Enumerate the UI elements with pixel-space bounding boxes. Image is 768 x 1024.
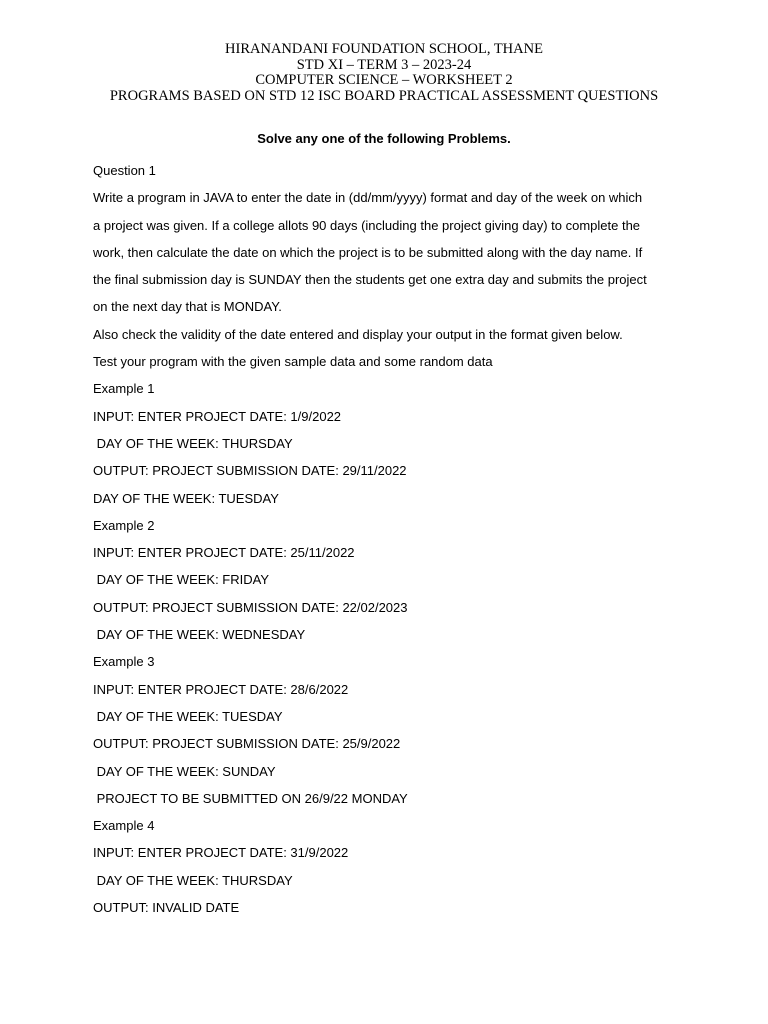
example-label: Example 2 [93,517,155,533]
term-line: STD XI – TERM 3 – 2023-24 [296,56,472,73]
body-line: work, then calculate the date on which the project is to be submitted along with the day name. If [93,244,643,260]
example-line: INPUT: ENTER PROJECT DATE: 25/11/2022 [93,545,355,561]
example-line: DAY OF THE WEEK: WEDNESDAY [93,627,306,643]
example-line: INPUT: ENTER PROJECT DATE: 28/6/2022 [93,681,349,697]
example-line: INPUT: ENTER PROJECT DATE: 31/9/2022 [93,845,349,861]
example-line: OUTPUT: PROJECT SUBMISSION DATE: 29/11/2022 [93,463,407,479]
example-line: DAY OF THE WEEK: THURSDAY [93,435,293,451]
body-line: a project was given. If a college allots 90 days (including the project giving day) to complete the [93,217,641,233]
question-body [93,157,693,921]
example-line: INPUT: ENTER PROJECT DATE: 1/9/2022 [93,408,342,424]
example-line: OUTPUT: PROJECT SUBMISSION DATE: 22/02/2023 [93,599,408,615]
body-line: Also check the validity of the date entered and display your output in the format given below. [93,326,623,342]
example-label: Example 1 [93,381,155,397]
example-line: DAY OF THE WEEK: TUESDAY [93,490,279,506]
school-name: HIRANANDANI FOUNDATION SCHOOL, THANE [225,41,543,57]
example-line: OUTPUT: INVALID DATE [93,900,240,916]
body-line: on the next day that is MONDAY. [93,299,282,315]
body-line: Test your program with the given sample data and some random data [93,354,493,370]
worksheet-title: COMPUTER SCIENCE – WORKSHEET 2 [255,72,513,88]
example-line: DAY OF THE WEEK: TUESDAY [93,708,283,724]
body-line: Write a program in JAVA to enter the date in (dd/mm/yyyy) format and day of the week on which [93,190,643,206]
example-line: DAY OF THE WEEK: SUNDAY [93,763,276,779]
instruction-heading: Solve any one of the following Problems. [257,131,511,146]
body-line: the final submission day is SUNDAY then the students get one extra day and submits the project [93,272,647,288]
example-line: OUTPUT: PROJECT SUBMISSION DATE: 25/9/2022 [93,736,401,752]
example-line: PROJECT TO BE SUBMITTED ON 26/9/22 MONDAY [93,790,408,806]
example-label: Example 3 [93,654,155,670]
worksheet-subtitle: PROGRAMS BASED ON STD 12 ISC BOARD PRACTICAL ASSESSMENT QUESTIONS [109,87,659,104]
example-label: Example 4 [93,818,155,834]
example-line: DAY OF THE WEEK: FRIDAY [93,572,270,588]
document-header [0,42,768,104]
example-line: DAY OF THE WEEK: THURSDAY [93,872,293,888]
question-label: Question 1 [93,163,156,178]
